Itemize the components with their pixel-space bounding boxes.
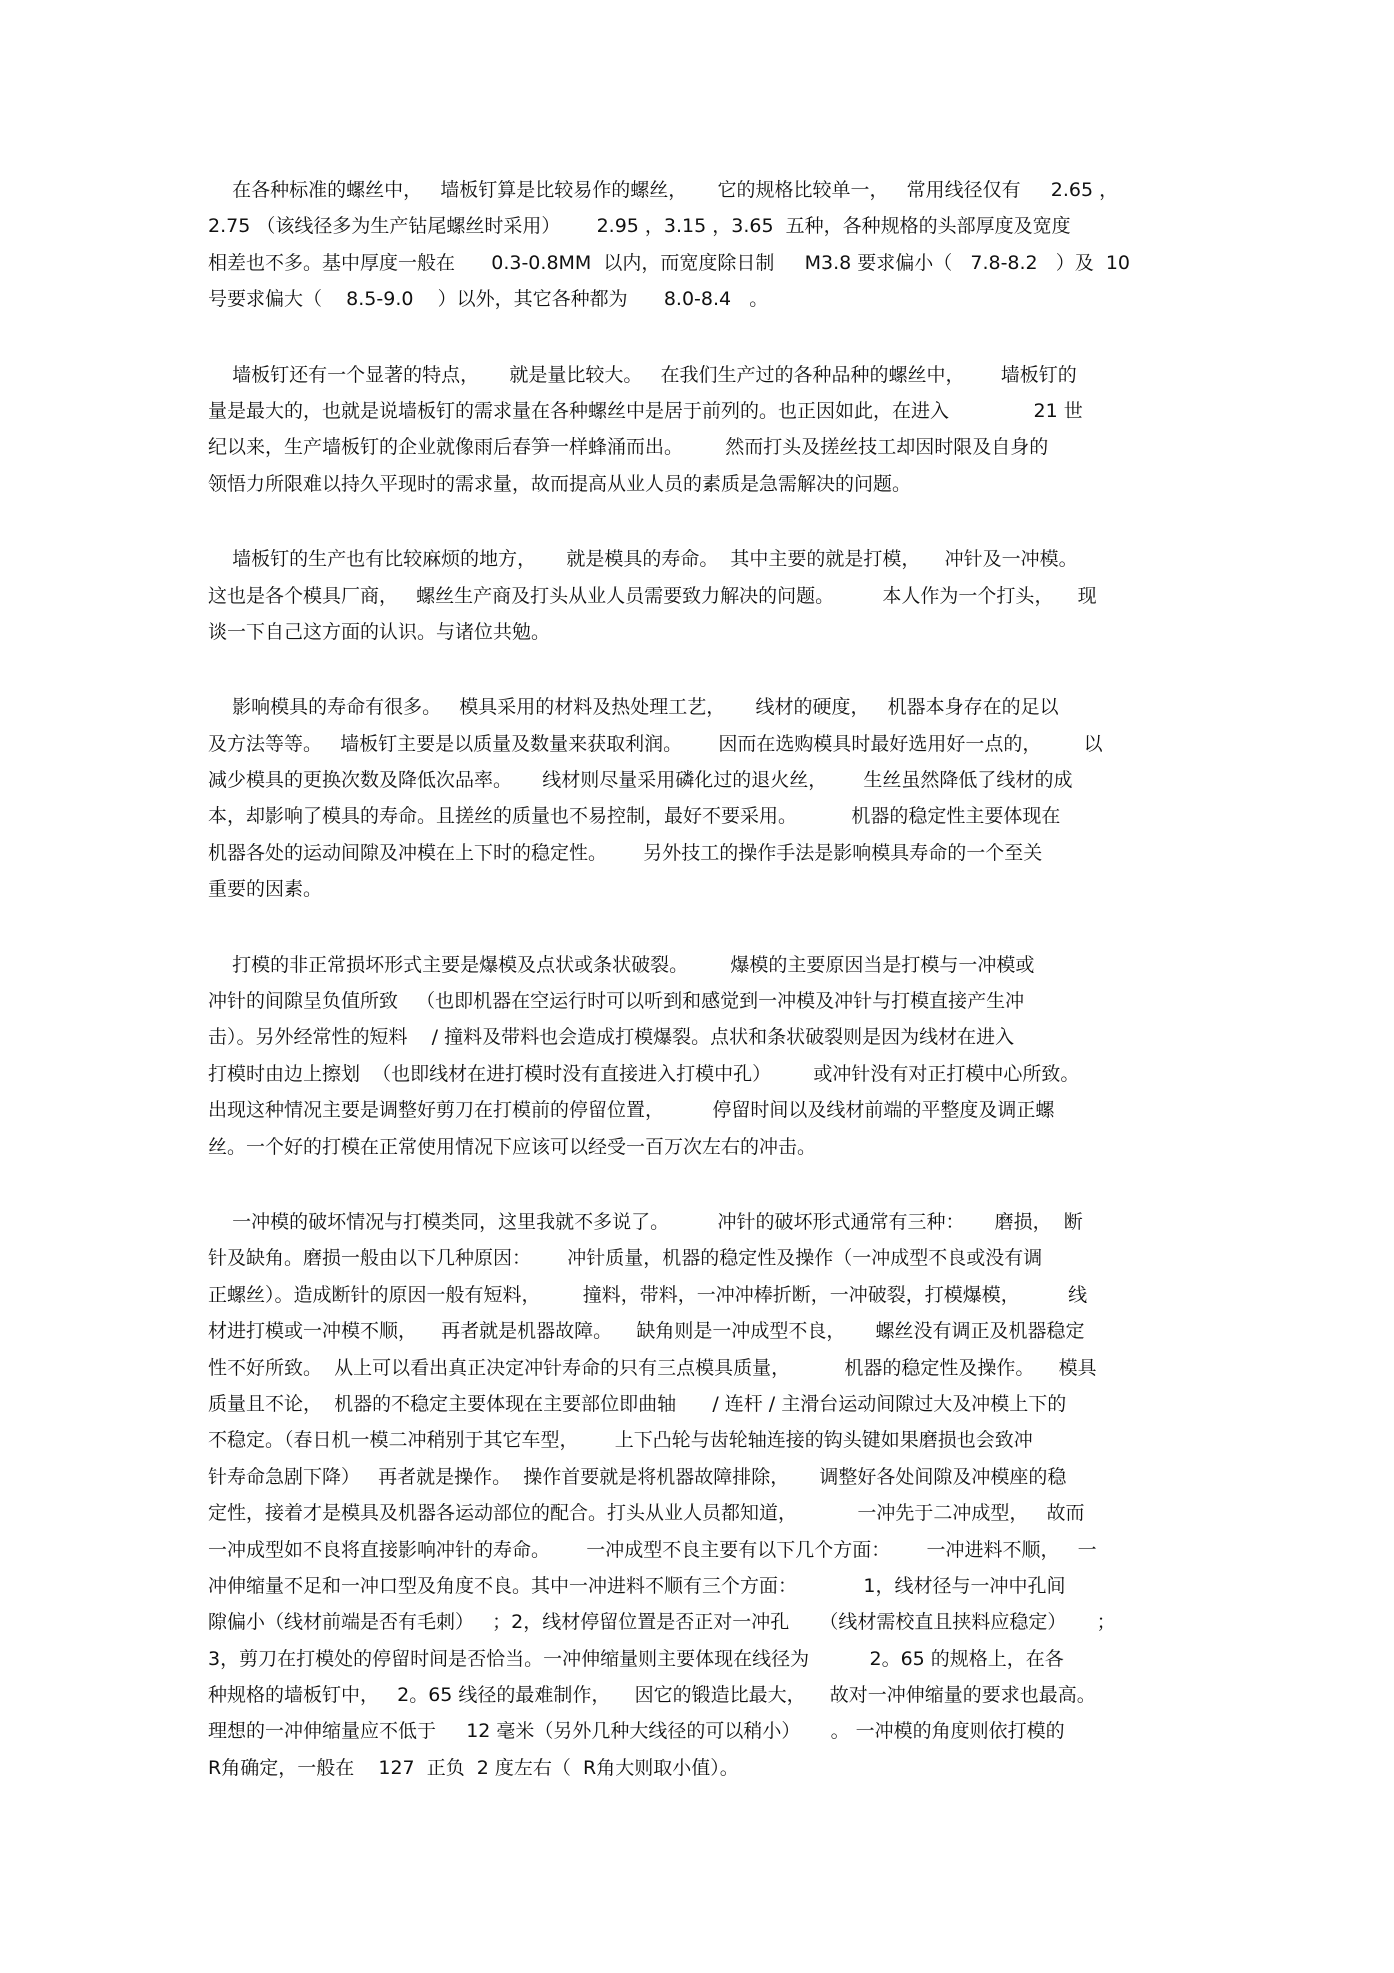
text-line: 丝。一个好的打模在正常使用情况下应该可以经受一百万次左右的冲击。	[208, 1135, 817, 1158]
text-line: 种规格的墙板钉中， 2。65 线径的最难制作， 因它的锻造比最大， 故对一冲伸缩量的要求也最高。	[208, 1684, 1096, 1707]
text-line: 针寿命急剧下降） 再者就是操作。 操作首要就是将机器故障排除， 调整好各处间隙及冲模座的稳	[208, 1465, 1067, 1488]
text-line: 重要的因素。	[208, 878, 323, 901]
text-line: R角确定，一般在 127 正负 2 度左右（ R角大则取小值）。	[208, 1756, 739, 1779]
text-line: 量是最大的，也就是说墙板钉的需求量在各种螺丝中是居于前列的。也正因如此，在进入 21 世	[208, 399, 1083, 422]
text-line: 影响模具的寿命有很多。 模具采用的材料及热处理工艺， 线材的硬度， 机器本身存在的足以	[208, 696, 1059, 719]
text-line: 一冲成型如不良将直接影响冲针的寿命。 一冲成型不良主要有以下几个方面： 一冲进料不顺， 一	[208, 1538, 1097, 1561]
text-line: 在各种标准的螺丝中， 墙板钉算是比较易作的螺丝， 它的规格比较单一， 常用线径仅有 2.65 ，	[208, 179, 1119, 201]
text-line: 纪以来，生产墙板钉的企业就像雨后春笋一样蜂涌而出。 然而打头及搓丝技工却因时限及自身的	[208, 436, 1049, 459]
text-line: 谈一下自己这方面的认识。与诸位共勉。	[208, 620, 551, 643]
paragraph	[208, 172, 1178, 318]
text-line: 墙板钉的生产也有比较麻烦的地方， 就是模具的寿命。 其中主要的就是打模， 冲针及一冲模。	[208, 548, 1078, 571]
text-line: 隙偏小（线材前端是否有毛刺） ；2，线材停留位置是否正对一冲孔 （线材需校直且挟料应稳定） ；	[208, 1611, 1116, 1634]
text-line: 相差也不多。基中厚度一般在 0.3-0.8MM 以内，而宽度除日制 M3.8 要求偏小（ 7.8-8.2 ）及 10	[208, 251, 1131, 274]
text-line: 这也是各个模具厂商， 螺丝生产商及打头从业人员需要致力解决的问题。 本人作为一个打头， 现	[208, 584, 1097, 607]
text-line: 打模的非正常损坏形式主要是爆模及点状或条状破裂。 爆模的主要原因当是打模与一冲模或	[208, 953, 1035, 976]
text-line: 减少模具的更换次数及降低次品率。 线材则尽量采用磷化过的退火丝， 生丝虽然降低了线材的成	[208, 769, 1073, 792]
text-line: 不稳定。（春日机一模二冲稍别于其它车型， 上下凸轮与齿轮轴连接的钩头键如果磨损也会致冲	[208, 1429, 1033, 1452]
paragraph	[208, 689, 1178, 907]
document-body	[208, 172, 1178, 1825]
text-line: 本，却影响了模具的寿命。且搓丝的质量也不易控制，最好不要采用。 机器的稳定性主要体现在	[208, 805, 1061, 828]
text-line: 领悟力所限难以持久平现时的需求量，故而提高从业人员的素质是急需解决的问题。	[208, 472, 912, 495]
paragraph	[208, 357, 1178, 503]
text-line: 冲伸缩量不足和一冲口型及角度不良。其中一冲进料不顺有三个方面： 1，线材径与一冲中孔间	[208, 1574, 1066, 1597]
text-line: 冲针的间隙呈负值所致 （也即机器在空运行时可以听到和感觉到一冲模及冲针与打模直接产生冲	[208, 990, 1025, 1013]
text-line: 定性，接着才是模具及机器各运动部位的配合。打头从业人员都知道， 一冲先于二冲成型， 故而	[208, 1502, 1085, 1525]
text-line: 质量且不论， 机器的不稳定主要体现在主要部位即曲轴 / 连杆 / 主滑台运动间隙过大及冲模上下的	[208, 1392, 1067, 1415]
paragraph	[208, 1204, 1178, 1786]
text-line: 针及缺角。磨损一般由以下几种原因： 冲针质量，机器的稳定性及操作（一冲成型不良或没有调	[208, 1247, 1043, 1270]
paragraph	[208, 541, 1178, 650]
text-line: 出现这种情况主要是调整好剪刀在打模前的停留位置， 停留时间以及线材前端的平整度及调正螺	[208, 1099, 1055, 1122]
paragraph	[208, 947, 1178, 1165]
text-line: 机器各处的运动间隙及冲模在上下时的稳定性。 另外技工的操作手法是影响模具寿命的一个至关	[208, 841, 1043, 864]
text-line: 正螺丝）。造成断针的原因一般有短料， 撞料，带料，一冲冲棒折断，一冲破裂，打模爆模， 线	[208, 1283, 1088, 1306]
text-line: 打模时由边上擦划 （也即线材在进打模时没有直接进入打模中孔） 或冲针没有对正打模中心所致。	[208, 1062, 1080, 1085]
text-line: 一冲模的破坏情况与打模类同，这里我就不多说了。 冲针的破坏形式通常有三种： 磨损， 断	[208, 1210, 1083, 1233]
text-line: 性不好所致。 从上可以看出真正决定冲针寿命的只有三点模具质量， 机器的稳定性及操作。 模具	[208, 1356, 1097, 1379]
text-line: 理想的一冲伸缩量应不低于 12 毫米（另外几种大线径的可以稍小） 。 一冲模的角度则依打模的	[208, 1720, 1065, 1743]
text-line: 3，剪刀在打模处的停留时间是否恰当。一冲伸缩量则主要体现在线径为 2。65 的规格上，在各	[208, 1647, 1064, 1670]
text-line: 墙板钉还有一个显著的特点， 就是量比较大。 在我们生产过的各种品种的螺丝中， 墙板钉的	[208, 363, 1077, 386]
text-line: 及方法等等。 墙板钉主要是以质量及数量来获取利润。 因而在选购模具时最好选用好一点的， 以	[208, 732, 1103, 755]
text-line: 击）。另外经常性的短料 / 撞料及带料也会造成打模爆裂。点状和条状破裂则是因为线材在进入	[208, 1026, 1015, 1049]
text-line: 2.75 （该线径多为生产钻尾螺丝时采用） 2.95 ，3.15 ，3.65 五种，各种规格的头部厚度及宽度	[208, 215, 1071, 238]
text-line: 号要求偏大（ 8.5-9.0 ）以外，其它各种都为 8.0-8.4 。	[208, 288, 769, 311]
text-line: 材进打模或一冲模不顺， 再者就是机器故障。 缺角则是一冲成型不良， 螺丝没有调正及机器稳定	[208, 1320, 1085, 1343]
